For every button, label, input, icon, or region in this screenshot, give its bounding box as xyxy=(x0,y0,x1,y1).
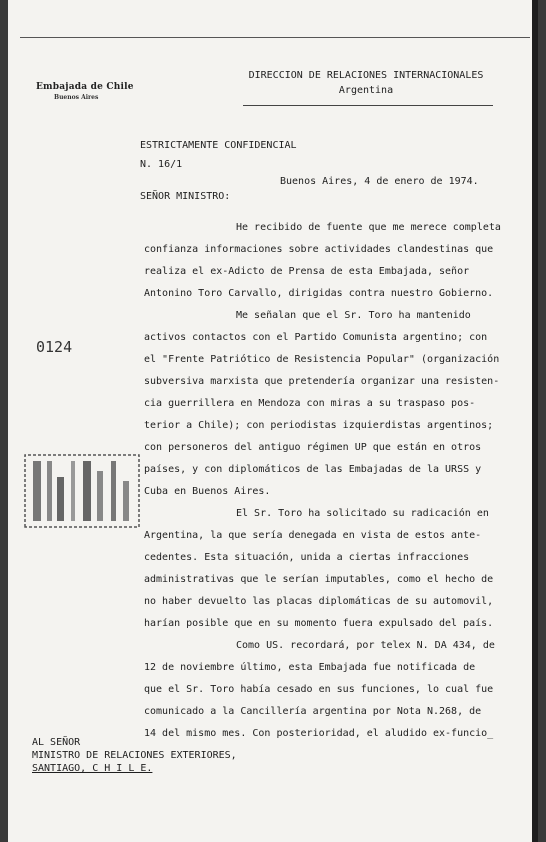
body-line: El Sr. Toro ha solicitado su radicación en xyxy=(236,508,489,519)
letterhead-org: Embajada de Chile xyxy=(36,82,134,92)
body-line: activos contactos con el Partido Comunista argentino; con xyxy=(144,332,488,343)
body-line: que el Sr. Toro había cesado en sus funciones, lo cual fue xyxy=(144,684,494,695)
body-line: Como US. recordará, por telex N. DA 434, de xyxy=(236,640,495,651)
document-number: N. 16/1 xyxy=(140,159,183,170)
body-line: subversiva marxista que pretendería organizar una resisten- xyxy=(144,376,500,387)
received-stamp xyxy=(23,453,141,529)
place-date: Buenos Aires, 4 de enero de 1974. xyxy=(280,176,479,187)
body-line: 14 del mismo mes. Con posterioridad, el aludido ex-funcio_ xyxy=(144,728,494,739)
body-line: comunicado a la Cancillería argentina por Nota N.268, de xyxy=(144,706,482,717)
department-line2: Argentina xyxy=(338,85,394,96)
addressee-line3: SANTIAGO, C H I L E. xyxy=(32,763,153,774)
body-line: cedentes. Esta situación, unida a ciertas infracciones xyxy=(144,552,470,563)
addressee-line2: MINISTRO DE RELACIONES EXTERIORES, xyxy=(32,750,237,761)
letterhead-city: Buenos Aires xyxy=(54,94,99,101)
body-line: terior a Chile); con periodistas izquierdistas argentinos; xyxy=(144,420,494,431)
body-line: no haber devuelto las placas diplomáticas de su automovil, xyxy=(144,596,494,607)
salutation: SEÑOR MINISTRO: xyxy=(140,191,231,202)
body-line: con personeros del antiguo régimen UP que están en otros xyxy=(144,442,482,453)
body-line: Me señalan que el Sr. Toro ha mantenido xyxy=(236,310,471,321)
department-rule xyxy=(243,105,493,106)
body-line: harían posible que en su momento fuera expulsado del país. xyxy=(144,618,494,629)
scan-edge xyxy=(532,0,538,842)
body-line: administrativas que le serían imputables, como el hecho de xyxy=(144,574,494,585)
body-line: Antonino Toro Carvallo, dirigidas contra nuestro Gobierno. xyxy=(144,288,494,299)
margin-number: 0124 xyxy=(36,338,73,356)
department-heading xyxy=(236,68,496,98)
classification: ESTRICTAMENTE CONFIDENCIAL xyxy=(140,140,297,151)
body-line: 12 de noviembre último, esta Embajada fue notificada de xyxy=(144,662,476,673)
body-line: cia guerrillera en Mendoza con miras a su traspaso pos- xyxy=(144,398,476,409)
body-line: países, y con diplomáticos de las Embajadas de la URSS y xyxy=(144,464,482,475)
body-line: He recibido de fuente que me merece completa xyxy=(236,222,501,233)
body-line: Cuba en Buenos Aires. xyxy=(144,486,271,497)
addressee-line1: AL SEÑOR xyxy=(32,737,81,748)
body-line: confianza informaciones sobre actividades clandestinas que xyxy=(144,244,494,255)
department-line1: DIRECCION DE RELACIONES INTERNACIONALES xyxy=(248,70,484,81)
document-page xyxy=(8,0,538,842)
body-line: el "Frente Patriótico de Resistencia Popular" (organización xyxy=(144,354,500,365)
body-line: realiza el ex-Adicto de Prensa de esta Embajada, señor xyxy=(144,266,470,277)
top-rule xyxy=(20,37,530,38)
body-line: Argentina, la que sería denegada en vista de estos ante- xyxy=(144,530,482,541)
